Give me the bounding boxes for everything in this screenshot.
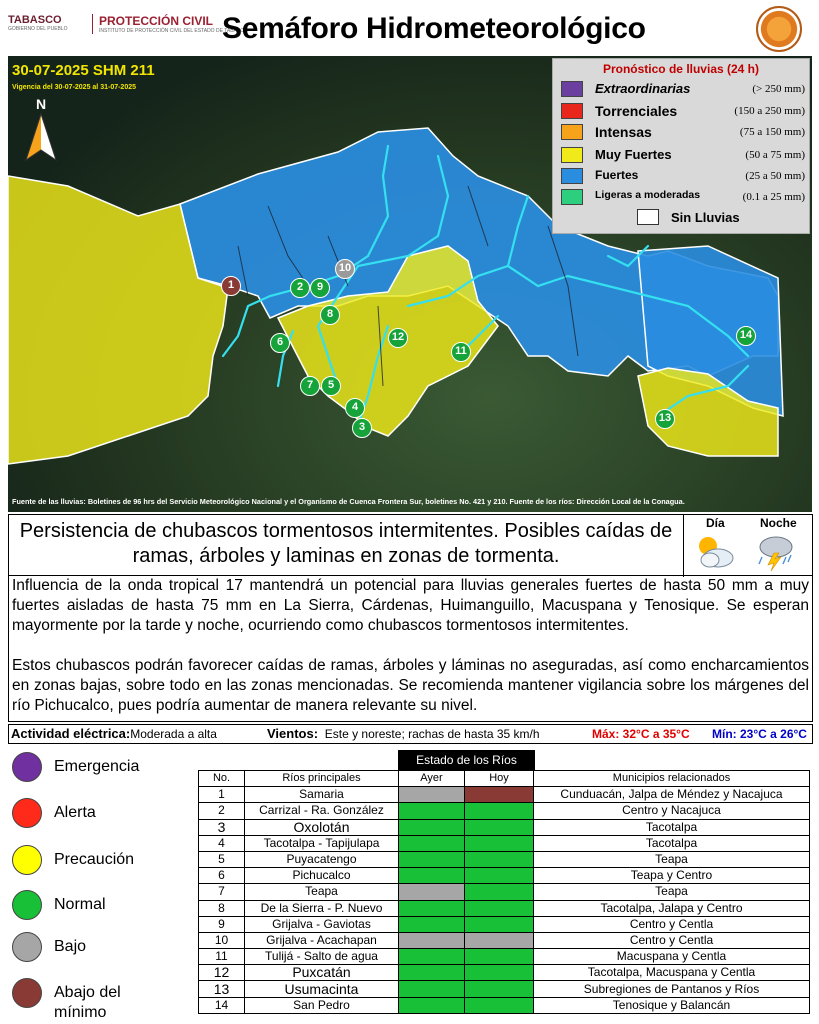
header-rio: Ríos principales	[245, 771, 399, 787]
legend-label: Extraordinarias	[595, 81, 691, 96]
max-temperature: Máx: 32°C a 35°C	[592, 727, 690, 741]
river-marker-2[interactable]: 2	[290, 278, 310, 298]
status-today	[465, 997, 534, 1013]
legend-item-extraordinarias	[561, 79, 805, 99]
river-marker-3[interactable]: 3	[352, 418, 372, 438]
rain-legend	[552, 58, 810, 234]
details-paragraph-2: Estos chubascos podrán favorecer caídas de ramas, árboles y láminas no aseguradas, así como encharcamientos en zonas bajas, sobre todo en las zonas mencionadas. Se recomienda mantener vigilancia sobre los márgenes del río Pichucalco, pues podría aumentar de manera relevante su nivel.	[12, 657, 809, 714]
status-yesterday	[399, 997, 465, 1013]
status-today	[465, 868, 534, 884]
status-today	[465, 835, 534, 851]
river-marker-4[interactable]: 4	[345, 398, 365, 418]
river-name: Carrizal - Ra. González	[245, 803, 399, 819]
table-row	[199, 997, 810, 1013]
river-number: 13	[199, 981, 245, 997]
status-dot	[12, 890, 42, 920]
legend-range: (25 a 50 mm)	[745, 170, 805, 182]
proteccion-civil-logo-text: PROTECCIÓN CIVIL	[99, 14, 214, 28]
table-row	[199, 851, 810, 867]
status-today	[465, 803, 534, 819]
legend-label: Ligeras a moderadas	[595, 189, 701, 201]
status-today	[465, 981, 534, 997]
status-label: Normal	[54, 896, 106, 913]
forecast-details	[8, 576, 813, 722]
status-today	[465, 932, 534, 948]
status-dot	[12, 798, 42, 828]
electric-activity-value: Moderada a alta	[130, 727, 217, 741]
night-label: Noche	[760, 516, 797, 530]
legend-range: (75 a 150 mm)	[739, 126, 805, 138]
legend-label: Muy Fuertes	[595, 147, 672, 162]
status-yesterday	[399, 949, 465, 965]
forecast-map	[8, 56, 812, 512]
river-marker-10[interactable]: 10	[335, 259, 355, 279]
winds-value: Este y noreste; rachas de hasta 35 km/h	[324, 727, 540, 741]
status-label: Abajo del mínimo	[54, 984, 121, 1021]
table-header-row	[199, 771, 810, 787]
river-municipalities: Tacotalpa	[534, 819, 810, 835]
status-yesterday	[399, 787, 465, 803]
river-number: 8	[199, 900, 245, 916]
status-label: Precaución	[54, 851, 135, 868]
status-yesterday	[399, 868, 465, 884]
river-name: Tacotalpa - Tapijulapa	[245, 835, 399, 851]
status-dot	[12, 845, 42, 875]
legend-label: Torrenciales	[595, 103, 678, 119]
river-municipalities: Centro y Nacajuca	[534, 803, 810, 819]
river-name: San Pedro	[245, 997, 399, 1013]
legend-title: Pronóstico de lluvias (24 h)	[602, 62, 760, 76]
river-marker-7[interactable]: 7	[300, 376, 320, 396]
river-name: Tulijá - Salto de agua	[245, 949, 399, 965]
tabasco-logo-text: TABASCO	[8, 14, 62, 26]
river-municipalities: Teapa	[534, 851, 810, 867]
river-marker-14[interactable]: 14	[736, 326, 756, 346]
status-yesterday	[399, 819, 465, 835]
river-number: 6	[199, 868, 245, 884]
river-name: Puxcatán	[245, 965, 399, 981]
status-bajo	[12, 932, 192, 972]
legend-range: (50 a 75 mm)	[745, 149, 805, 161]
river-number: 11	[199, 949, 245, 965]
table-row	[199, 868, 810, 884]
status-alerta	[12, 798, 192, 838]
table-row	[199, 884, 810, 900]
river-marker-13[interactable]: 13	[655, 409, 675, 429]
table-row	[199, 787, 810, 803]
forecast-summary	[8, 514, 813, 576]
status-emergencia	[12, 752, 192, 792]
legend-swatch	[561, 168, 583, 184]
header-municipios: Municipios relacionados	[534, 771, 810, 787]
map-source-note: Fuente de las lluvias: Boletines de 96 hrs del Servicio Meteorológico Nacional y el Organismo de Cuenca Frontera Sur, boletines No. 421 y 210. Fuente de los ríos: Dirección Local de la Conagua.	[12, 497, 685, 506]
river-marker-9[interactable]: 9	[310, 278, 330, 298]
river-marker-12[interactable]: 12	[388, 328, 408, 348]
legend-item-torrenciales	[561, 101, 805, 121]
rivers-caption: Estado de los Ríos	[398, 750, 535, 770]
river-name: De la Sierra - P. Nuevo	[245, 900, 399, 916]
river-municipalities: Teapa	[534, 884, 810, 900]
legend-range: (150 a 250 mm)	[734, 105, 805, 117]
river-name: Teapa	[245, 884, 399, 900]
river-marker-1[interactable]: 1	[221, 276, 241, 296]
river-name: Grijalva - Acachapan	[245, 932, 399, 948]
table-row	[199, 916, 810, 932]
legend-item-muy-fuertes	[561, 145, 805, 165]
river-number: 1	[199, 787, 245, 803]
status-today	[465, 851, 534, 867]
river-name: Oxolotán	[245, 819, 399, 835]
status-normal	[12, 890, 192, 930]
table-row	[199, 949, 810, 965]
north-arrow-icon	[18, 96, 64, 168]
header-hoy: Hoy	[465, 771, 534, 787]
river-municipalities: Tacotalpa, Jalapa y Centro	[534, 900, 810, 916]
status-dot	[12, 978, 42, 1008]
winds	[267, 725, 540, 743]
river-municipalities: Teapa y Centro	[534, 868, 810, 884]
legend-label: Intensas	[595, 124, 652, 140]
min-temperature: Mín: 23°C a 26°C	[712, 727, 807, 741]
status-yesterday	[399, 932, 465, 948]
river-municipalities: Tacotalpa	[534, 835, 810, 851]
river-marker-6[interactable]: 6	[270, 333, 290, 353]
legend-swatch	[561, 189, 583, 205]
tabasco-logo	[8, 14, 68, 32]
status-yesterday	[399, 965, 465, 981]
legend-swatch-sin-lluvias	[637, 209, 659, 225]
river-number: 5	[199, 851, 245, 867]
header-ayer: Ayer	[399, 771, 465, 787]
status-precaucion	[12, 845, 192, 885]
river-municipalities: Macuspana y Centla	[534, 949, 810, 965]
table-row	[199, 932, 810, 948]
table-row	[199, 900, 810, 916]
status-dot	[12, 932, 42, 962]
header	[0, 0, 819, 56]
status-today	[465, 900, 534, 916]
status-abajo-del-minimo	[12, 978, 192, 1021]
river-name: Samaria	[245, 787, 399, 803]
river-name: Puyacatengo	[245, 851, 399, 867]
partly-cloudy-icon	[694, 533, 736, 571]
table-row	[199, 965, 810, 981]
table-row	[199, 803, 810, 819]
legend-item-fuertes	[561, 166, 805, 186]
river-number: 4	[199, 835, 245, 851]
status-today	[465, 787, 534, 803]
legend-item-intensas	[561, 122, 805, 142]
status-label: Bajo	[54, 938, 87, 955]
legend-range: (0.1 a 25 mm)	[742, 191, 805, 203]
table-row	[199, 835, 810, 851]
river-name: Usumacinta	[245, 981, 399, 997]
river-marker-8[interactable]: 8	[320, 305, 340, 325]
legend-label: Fuertes	[595, 168, 639, 182]
status-yesterday	[399, 884, 465, 900]
status-yesterday	[399, 835, 465, 851]
river-municipalities: Tacotalpa, Macuspana y Centla	[534, 965, 810, 981]
river-marker-5[interactable]: 5	[321, 376, 341, 396]
status-yesterday	[399, 851, 465, 867]
river-municipalities: Centro y Centla	[534, 916, 810, 932]
status-yesterday	[399, 916, 465, 932]
legend-item-ligeras	[561, 187, 805, 207]
river-number: 10	[199, 932, 245, 948]
river-name: Grijalva - Gaviotas	[245, 916, 399, 932]
legend-range: (> 250 mm)	[752, 83, 805, 95]
status-today	[465, 965, 534, 981]
river-number: 12	[199, 965, 245, 981]
storm-icon	[754, 533, 796, 571]
river-number: 2	[199, 803, 245, 819]
legend-swatch	[561, 103, 583, 119]
status-label: Alerta	[54, 804, 96, 821]
electric-activity-label: Actividad eléctrica:	[11, 726, 131, 741]
page-title: Semáforo Hidrometeorológico	[222, 12, 646, 45]
river-number: 9	[199, 916, 245, 932]
table-row	[199, 819, 810, 835]
status-today	[465, 916, 534, 932]
state-seal-icon	[756, 6, 802, 52]
winds-label: Vientos:	[267, 726, 319, 741]
status-today	[465, 884, 534, 900]
legend-label-sin-lluvias: Sin Lluvias	[671, 210, 740, 225]
status-yesterday	[399, 803, 465, 819]
proteccion-civil-logo-subtext: INSTITUTO DE PROTECCIÓN CIVIL DEL ESTADO DE TABASCO	[99, 28, 248, 34]
river-municipalities: Centro y Centla	[534, 932, 810, 948]
north-label: N	[36, 96, 47, 112]
river-number: 14	[199, 997, 245, 1013]
tabasco-logo-subtext: GOBIERNO DEL PUEBLO	[8, 26, 68, 32]
header-no: No.	[199, 771, 245, 787]
summary-text: Persistencia de chubascos tormentosos intermitentes. Posibles caídas de ramas, árboles y laminas en zonas de tormenta.	[19, 520, 673, 567]
rivers-table	[198, 770, 810, 1014]
details-paragraph-1: Influencia de la onda tropical 17 mantendrá un potencial para lluvias generales fuertes de hasta 50 mm a muy fuertes aisladas de hasta 75 mm en La Sierra, Cárdenas, Huimanguillo, Macuspana y Tenosique. Se esperan mayormente por la tarde y noche, ocurriendo como chubascos tormentosos intermitentes.	[12, 577, 809, 634]
conditions-strip	[8, 724, 813, 744]
status-yesterday	[399, 981, 465, 997]
day-label: Día	[706, 516, 725, 530]
river-municipalities: Tenosique y Balancán	[534, 997, 810, 1013]
legend-swatch	[561, 81, 583, 97]
validity-text: Vigencia del 30-07-2025 al 31-07-2025	[12, 84, 137, 91]
bulletin-code: 30-07-2025 SHM 211	[12, 62, 155, 79]
river-municipalities: Cunduacán, Jalpa de Méndez y Nacajuca	[534, 787, 810, 803]
status-yesterday	[399, 900, 465, 916]
electric-activity	[11, 725, 217, 743]
river-municipalities: Subregiones de Pantanos y Ríos	[534, 981, 810, 997]
status-label: Emergencia	[54, 758, 140, 775]
table-row	[199, 981, 810, 997]
river-name: Pichucalco	[245, 868, 399, 884]
legend-swatch	[561, 147, 583, 163]
rivers-table-body	[199, 787, 810, 1014]
status-today	[465, 949, 534, 965]
day-night-panel	[683, 515, 814, 577]
river-number: 7	[199, 884, 245, 900]
compass-arrow-icon	[18, 96, 64, 168]
status-today	[465, 819, 534, 835]
legend-swatch	[561, 124, 583, 140]
status-dot	[12, 752, 42, 782]
river-number: 3	[199, 819, 245, 835]
river-marker-11[interactable]: 11	[451, 342, 471, 362]
